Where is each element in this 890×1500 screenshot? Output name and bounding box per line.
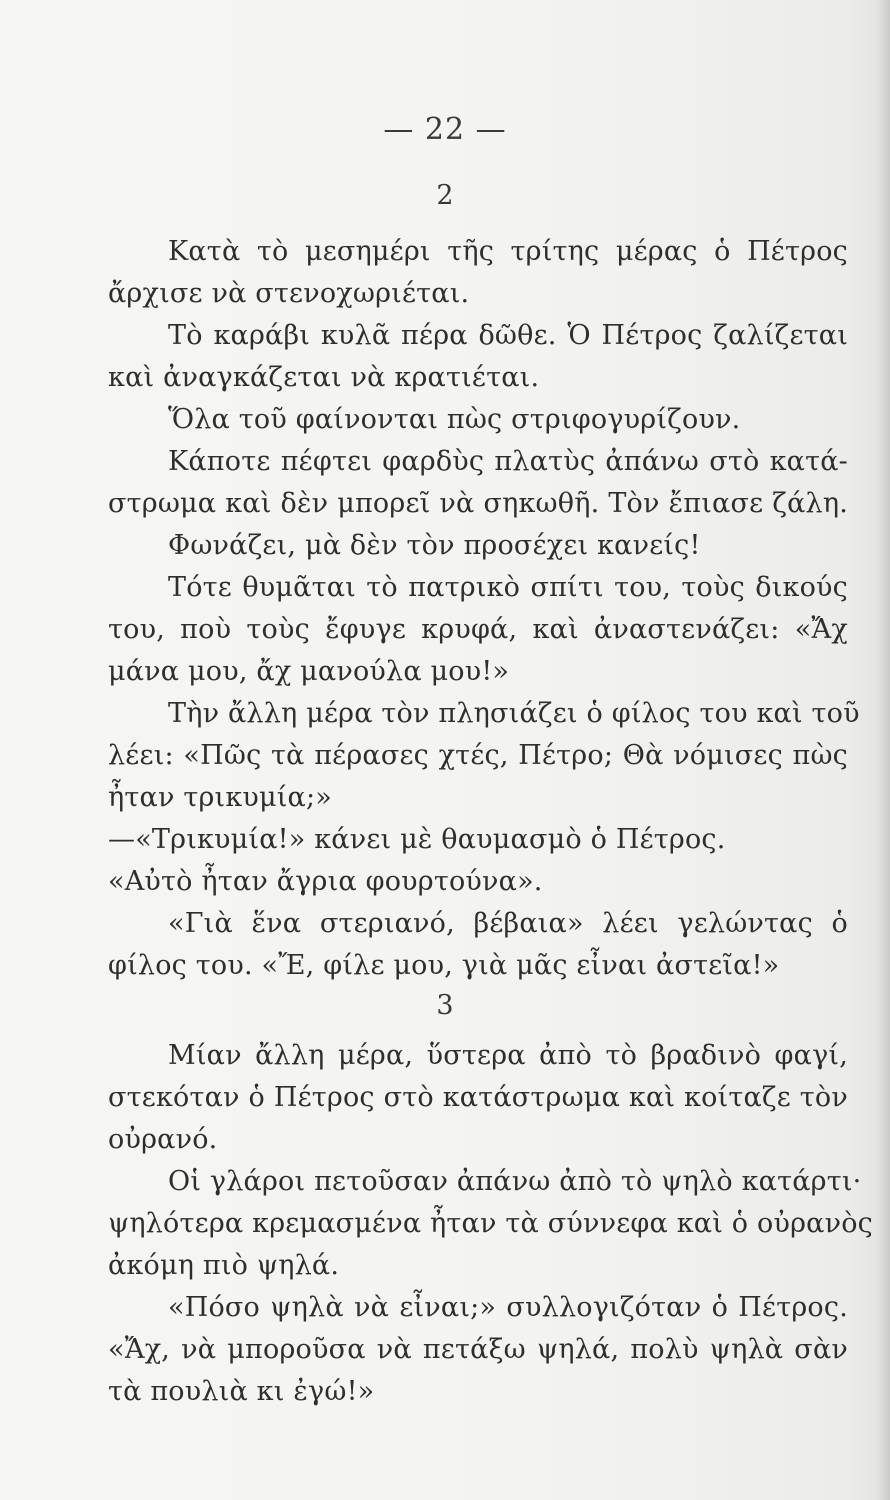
text-line: Τότε θυμᾶται τὸ πατρικὸ σπίτι του, τοὺς δικούς — [168, 572, 848, 603]
text-line: ἦταν τρικυμία;» — [108, 782, 333, 813]
text-line: —«Τρικυμία!» κάνει μὲ θαυμασμὸ ὁ Πέτρος. — [108, 824, 726, 855]
text-line: μάνα μου, ἄχ μανούλα μου!» — [108, 656, 510, 687]
text-line: Μίαν ἄλλη μέρα, ὕστερα ἀπὸ τὸ βραδινὸ φαγί, — [168, 1040, 848, 1071]
binding-shadow — [876, 0, 890, 1500]
text-line: ἄρχισε νὰ στενοχωριέται. — [108, 278, 470, 309]
text-line: «Ἄχ, νὰ μποροῦσα νὰ πετάξω ψηλά, πολὺ ψηλὰ σὰν — [108, 1334, 848, 1365]
text-line: ἀκόμη πιὸ ψηλά. — [108, 1250, 340, 1281]
text-line: τὰ πουλιὰ κι ἐγώ!» — [108, 1376, 375, 1407]
text-line: Κάποτε πέφτει φαρδὺς πλατὺς ἀπάνω στὸ κατά- — [168, 446, 848, 477]
text-line: «Γιὰ ἕνα στεριανό, βέβαια» λέει γελώντας ὁ — [168, 908, 848, 939]
text-line: «Πόσο ψηλὰ νὰ εἶναι;» συλλογιζόταν ὁ Πέτρος. — [168, 1292, 848, 1323]
text-line: λέει: «Πῶς τὰ πέρασες χτές, Πέτρο; Θὰ νόμισες πὼς — [108, 740, 848, 771]
text-line: οὐρανό. — [108, 1124, 218, 1155]
text-line: Οἱ γλάροι πετοῦσαν ἀπάνω ἀπὸ τὸ ψηλὸ κατάρτι· — [168, 1166, 862, 1197]
text-line: καὶ ἀναγκάζεται νὰ κρατιέται. — [108, 362, 540, 393]
section-number-2: 2 — [436, 180, 454, 211]
text-line: Κατὰ τὸ μεσημέρι τῆς τρίτης μέρας ὁ Πέτρος — [168, 236, 848, 267]
section-number-3: 3 — [436, 990, 454, 1021]
page-number: — 22 — — [383, 112, 507, 147]
text-line: Φωνάζει, μὰ δὲν τὸν προσέχει κανείς! — [168, 530, 701, 561]
text-line: Τὸ καράβι κυλᾶ πέρα δῶθε. Ὁ Πέτρος ζαλίζεται — [168, 320, 848, 351]
text-line: Ὅλα τοῦ φαίνονται πὼς στριφογυρίζουν. — [168, 404, 741, 435]
text-line: «Αὐτὸ ἦταν ἄγρια φουρτούνα». — [108, 866, 543, 897]
text-line: Τὴν ἄλλη μέρα τὸν πλησιάζει ὁ φίλος του καὶ τοῦ — [168, 698, 860, 729]
text-line: του, ποὺ τοὺς ἔφυγε κρυφά, καὶ ἀναστενάζει: «Ἄχ — [108, 614, 848, 645]
text-line: φίλος του. «Ἔ, φίλε μου, γιὰ μᾶς εἶναι ἀστεῖα!» — [108, 950, 780, 981]
text-line: στεκόταν ὁ Πέτρος στὸ κατάστρωμα καὶ κοίταζε τὸν — [108, 1082, 848, 1113]
text-line: ψηλότερα κρεμασμένα ἦταν τὰ σύννεφα καὶ ὁ οὐρανὸς — [108, 1208, 873, 1239]
text-line: στρωμα καὶ δὲν μπορεῖ νὰ σηκωθῆ. Τὸν ἔπιασε ζάλη. — [108, 488, 848, 519]
